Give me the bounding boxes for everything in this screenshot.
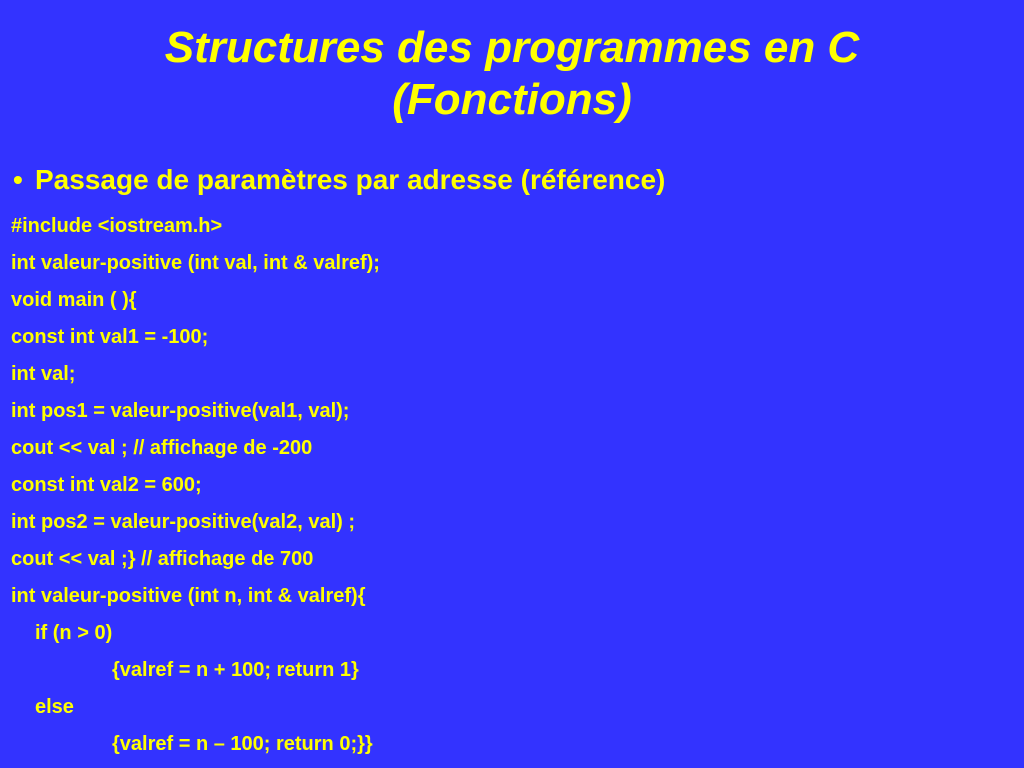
code-line: const int val1 = -100;: [11, 326, 209, 348]
code-line: int pos2 = valeur-positive(val2, val) ;: [11, 511, 356, 533]
code-line: int valeur-positive (int n, int & valref){: [11, 585, 366, 607]
code-line: cout << val ; // affichage de -200: [11, 437, 313, 459]
code-line: {valref = n – 100; return 0;}}: [112, 733, 373, 755]
slide-title: [0, 22, 1024, 126]
bullet-dot-icon: •: [13, 164, 23, 195]
code-line: void main ( ){: [11, 289, 137, 311]
slide-title-line-1: Structures des programmes en C: [164, 23, 860, 72]
code-line: int pos1 = valeur-positive(val1, val);: [11, 400, 350, 422]
code-line: int val;: [11, 363, 76, 385]
code-listing: [11, 208, 380, 763]
code-line: int valeur-positive (int val, int & valref);: [11, 252, 380, 274]
code-line: else: [35, 696, 74, 718]
code-line: cout << val ;} // affichage de 700: [11, 548, 314, 570]
code-line: {valref = n + 100; return 1}: [112, 659, 359, 681]
code-line: if (n > 0): [35, 622, 113, 644]
bullet-text: Passage de paramètres par adresse (référence): [35, 164, 666, 195]
bullet-point: [13, 162, 665, 198]
code-line: const int val2 = 600;: [11, 474, 202, 496]
slide-title-line-2: (Fonctions): [392, 75, 632, 124]
code-line: #include <iostream.h>: [11, 215, 223, 237]
